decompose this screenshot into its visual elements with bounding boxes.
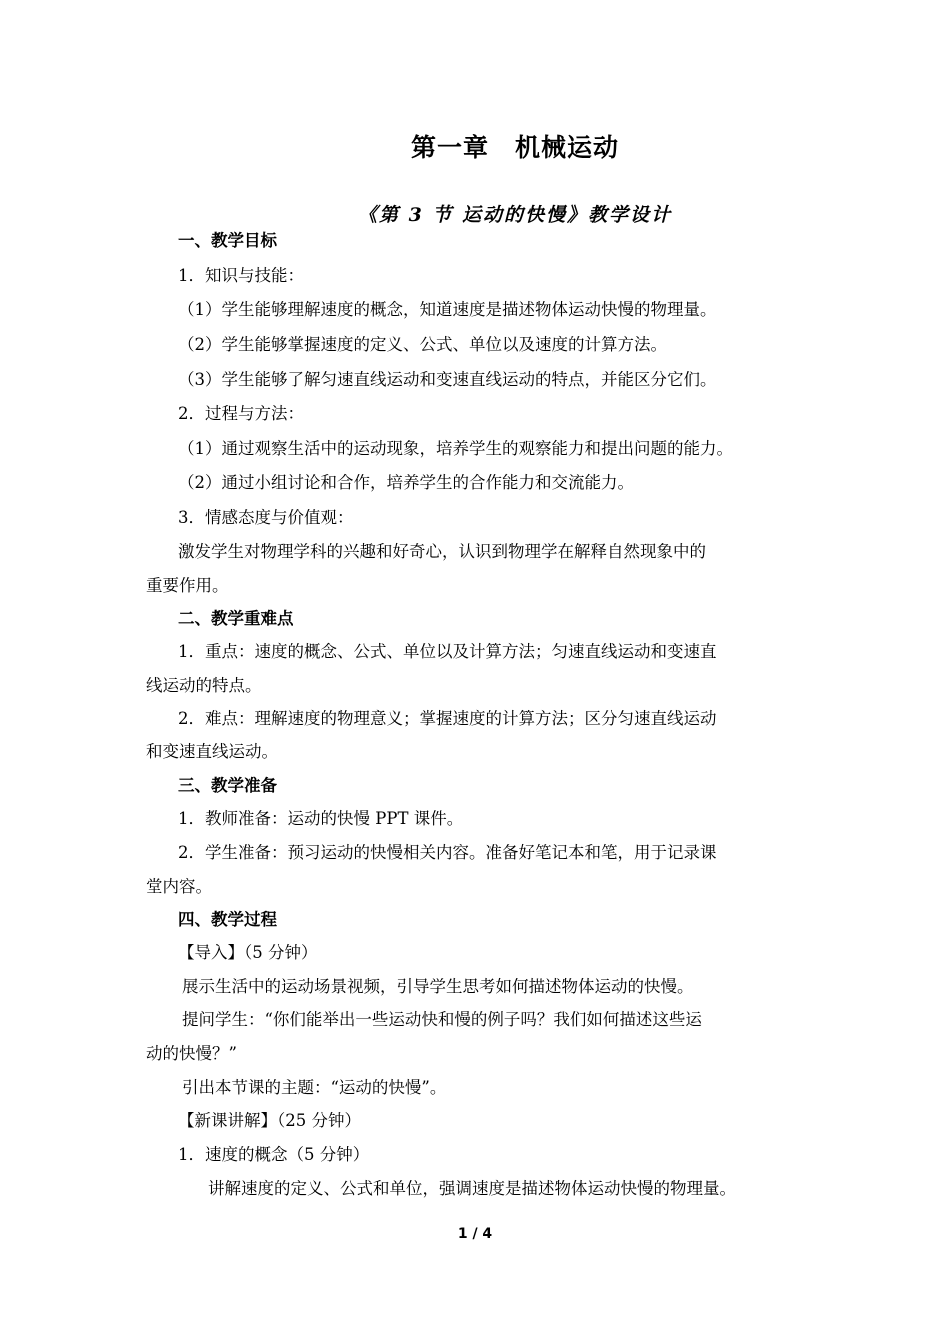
section-heading: 四、教学过程 — [178, 910, 277, 929]
text-line: 1．速度的概念（5 分钟） — [178, 1145, 370, 1164]
chapter-title: 第一章 机械运动 — [410, 133, 619, 162]
text-line: 2．难点：理解速度的物理意义；掌握速度的计算方法；区分匀速直线运动 — [178, 709, 717, 728]
section-heading: 一、教学目标 — [178, 231, 277, 250]
text-line: 3．情感态度与价值观： — [178, 508, 354, 527]
text-line: 线运动的特点。 — [146, 676, 262, 695]
text-line: 【新课讲解】（25 分钟） — [178, 1111, 361, 1130]
text-line: 引出本节课的主题：“运动的快慢”。 — [182, 1078, 447, 1097]
text-line: （2）学生能够掌握速度的定义、公式、单位以及速度的计算方法。 — [178, 335, 667, 354]
text-line: 【导入】（5 分钟） — [178, 943, 318, 962]
text-line: （1）学生能够理解速度的概念，知道速度是描述物体运动快慢的物理量。 — [178, 300, 717, 319]
page-indicator: 1 / 4 — [457, 1226, 493, 1242]
text-line: 激发学生对物理学科的兴趣和好奇心，认识到物理学在解释自然现象中的 — [178, 542, 706, 561]
text-line: （2）通过小组讨论和合作，培养学生的合作能力和交流能力。 — [178, 473, 634, 492]
section-title: 《第 3 节 运动的快慢》教学设计 — [357, 204, 673, 226]
text-line: 1．知识与技能： — [178, 266, 304, 285]
text-line: 堂内容。 — [146, 877, 212, 896]
text-line: 1．重点：速度的概念、公式、单位以及计算方法；匀速直线运动和变速直 — [178, 642, 717, 661]
text-line: 1．教师准备：运动的快慢 PPT 课件。 — [178, 809, 464, 828]
text-line: （3）学生能够了解匀速直线运动和变速直线运动的特点，并能区分它们。 — [178, 370, 717, 389]
text-line: 讲解速度的定义、公式和单位，强调速度是描述物体运动快慢的物理量。 — [208, 1179, 736, 1198]
text-line: 展示生活中的运动场景视频，引导学生思考如何描述物体运动的快慢。 — [182, 977, 694, 996]
text-line: 重要作用。 — [146, 576, 229, 595]
section-heading: 二、教学重难点 — [178, 609, 294, 628]
text-line: 提问学生：“你们能举出一些运动快和慢的例子吗？我们如何描述这些运 — [182, 1010, 702, 1029]
section-heading: 三、教学准备 — [178, 776, 277, 795]
text-line: 2．过程与方法： — [178, 404, 304, 423]
text-line: （1）通过观察生活中的运动现象，培养学生的观察能力和提出问题的能力。 — [178, 439, 733, 458]
text-line: 2．学生准备：预习运动的快慢相关内容。准备好笔记本和笔，用于记录课 — [178, 843, 717, 862]
text-line: 动的快慢？” — [146, 1044, 237, 1063]
text-line: 和变速直线运动。 — [146, 742, 278, 761]
